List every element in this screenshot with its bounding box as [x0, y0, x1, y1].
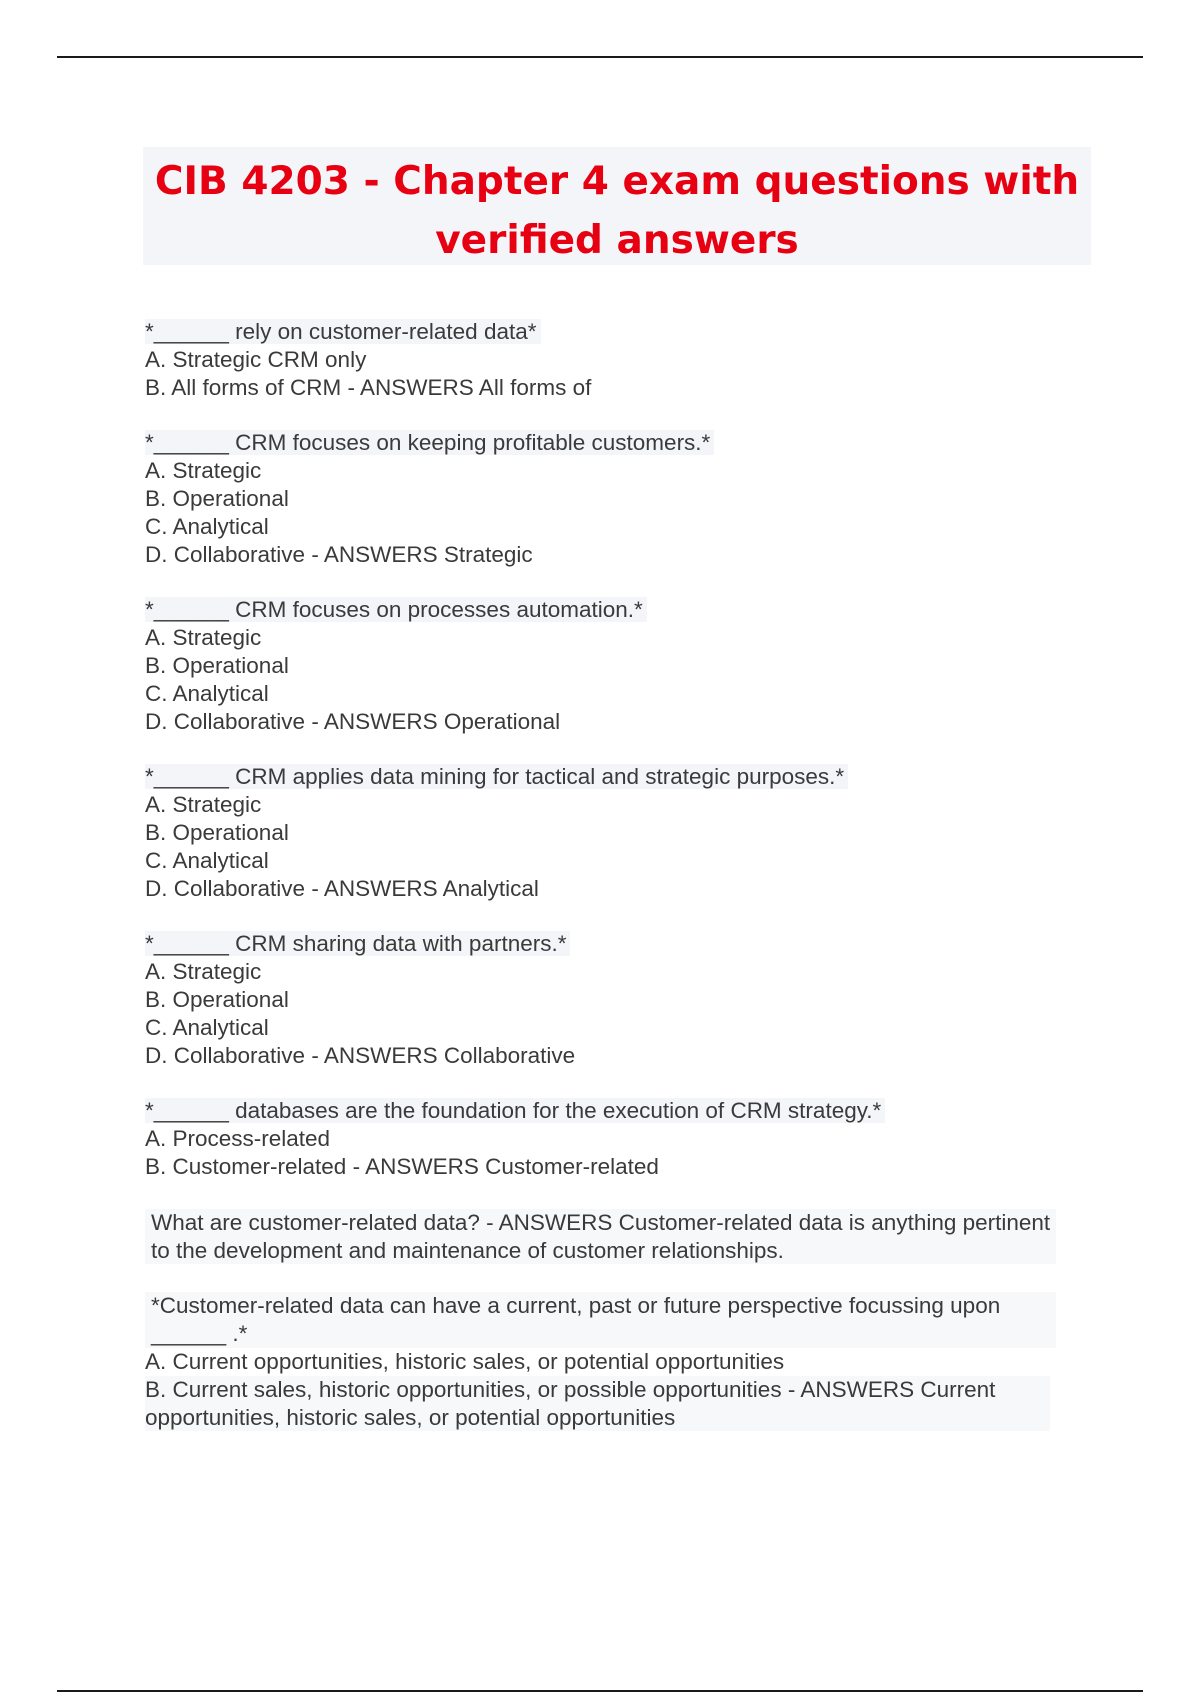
answer-option: A. Strategic: [145, 625, 262, 651]
question-text: *Customer-related data can have a current, past or future perspective focussing upon ______ .*: [145, 1292, 1056, 1348]
answer-option: B. All forms of CRM - ANSWERS All forms of: [145, 374, 592, 400]
question-text: *______ CRM applies data mining for tactical and strategic purposes.*: [145, 764, 848, 789]
question-block: [145, 596, 1085, 735]
question-block: [145, 318, 1085, 401]
title-banner: [143, 147, 1091, 265]
question-text: *______ CRM focuses on processes automation.*: [145, 597, 647, 622]
answer-option: C. Analytical: [145, 513, 269, 539]
answer-option: C. Analytical: [145, 1014, 269, 1040]
question-block: [145, 1097, 1085, 1180]
answer-option: A. Current opportunities, historic sales, or potential opportunities: [145, 1348, 785, 1374]
question-block: [145, 1292, 1085, 1431]
header-rule: [57, 56, 1143, 58]
footer-rule: [57, 1690, 1143, 1692]
question-text: *______ rely on customer-related data*: [145, 319, 541, 344]
document-title: CIB 4203 - Chapter 4 exam questions with verified answers: [154, 159, 1080, 263]
open-question-block: [145, 1209, 1085, 1265]
answer-option: D. Collaborative - ANSWERS Analytical: [145, 875, 539, 901]
answer-option: C. Analytical: [145, 680, 269, 706]
answer-option: D. Collaborative - ANSWERS Operational: [145, 708, 561, 734]
question-block: [145, 763, 1085, 902]
answer-option: A. Strategic: [145, 959, 262, 985]
answer-option: B. Operational: [145, 986, 289, 1012]
question-text: *______ databases are the foundation for the execution of CRM strategy.*: [145, 1098, 885, 1123]
answer-option: C. Analytical: [145, 847, 269, 873]
answer-option: A. Process-related: [145, 1126, 331, 1152]
answer-option: B. Operational: [145, 652, 289, 678]
document-body: [145, 318, 1085, 1459]
answer-option: D. Collaborative - ANSWERS Collaborative: [145, 1042, 576, 1068]
answer-option: D. Collaborative - ANSWERS Strategic: [145, 541, 533, 567]
answer-option: A. Strategic: [145, 458, 262, 484]
question-text: *______ CRM sharing data with partners.*: [145, 931, 570, 956]
question-block: [145, 429, 1085, 568]
open-question-text: What are customer-related data? - ANSWERS Customer-related data is anything pertinent to the development and maintenance of customer relationships.: [145, 1209, 1056, 1265]
question-block: [145, 930, 1085, 1069]
answer-option: A. Strategic: [145, 792, 262, 818]
answer-option: B. Customer-related - ANSWERS Customer-related: [145, 1153, 659, 1179]
answer-option: B. Current sales, historic opportunities, or possible opportunities - ANSWERS Current opportunities, historic sales, or potential opportunities: [145, 1376, 1050, 1432]
answer-option: B. Operational: [145, 485, 289, 511]
answer-option: A. Strategic CRM only: [145, 346, 367, 372]
question-text: *______ CRM focuses on keeping profitable customers.*: [145, 430, 714, 455]
answer-option: B. Operational: [145, 819, 289, 845]
